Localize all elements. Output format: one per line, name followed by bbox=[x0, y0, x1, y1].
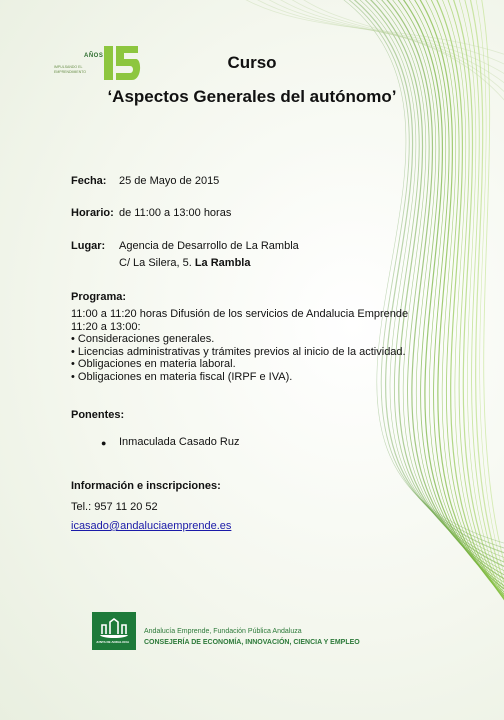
programa-line: 11:00 a 11:20 horas Difusión de los servicios de Andalucia Emprende bbox=[71, 308, 409, 320]
logo-subtitle: IMPULSANDO EL EMPRENDIMIENTO bbox=[54, 65, 87, 74]
programa-label: Programa: bbox=[71, 291, 127, 303]
info-email-link[interactable]: icasado@andaluciaemprende.es bbox=[71, 520, 232, 532]
title-course-name: ‘Aspectos Generales del autónomo’ bbox=[107, 87, 397, 106]
fecha-label: Fecha: bbox=[71, 175, 107, 187]
programa-line: • Obligaciones en materia laboral. bbox=[71, 358, 236, 371]
programa-line: • Obligaciones en materia fiscal (IRPF e IVA). bbox=[71, 370, 293, 383]
lugar-town: La Rambla bbox=[194, 257, 251, 269]
ponente-name: Inmaculada Casado Ruz bbox=[119, 436, 240, 448]
horario-value: de 11:00 a 13:00 horas bbox=[119, 207, 232, 219]
programa-line: • Consideraciones generales. bbox=[71, 333, 215, 346]
junta-andalucia-text: JUNTA DE ANDALUCIA bbox=[96, 640, 130, 644]
lugar-line2 bbox=[119, 257, 250, 269]
ponentes-label: Ponentes: bbox=[71, 409, 125, 421]
lugar-line1: Agencia de Desarrollo de La Rambla bbox=[119, 240, 299, 252]
footer-foundation: Andalucía Emprende, Fundación Pública Andaluza bbox=[144, 628, 302, 635]
title-curso: Curso bbox=[227, 53, 277, 72]
info-phone: Tel.: 957 11 20 52 bbox=[71, 501, 158, 513]
info-label: Información e inscripciones: bbox=[71, 480, 221, 492]
programa-line: 11:20 a 13:00: bbox=[71, 320, 141, 333]
lugar-label: Lugar: bbox=[71, 240, 106, 252]
programa-line: • Licencias administrativas y trámites previos al inicio de la actividad. bbox=[71, 345, 406, 358]
fecha-value: 25 de Mayo de 2015 bbox=[119, 175, 220, 187]
logo-anos-label: AÑOS bbox=[84, 53, 104, 59]
junta-andalucia-logo bbox=[92, 612, 136, 650]
swirl-line bbox=[230, 0, 504, 60]
ponente-bullet: ● bbox=[101, 438, 107, 448]
horario-label: Horario: bbox=[71, 207, 114, 219]
footer-consejeria: CONSEJERÍA DE ECONOMÍA, INNOVACIÓN, CIENCIA Y EMPLEO bbox=[144, 639, 360, 646]
programa-list bbox=[71, 308, 491, 384]
lugar-address: C/ La Silera, 5. bbox=[119, 257, 192, 269]
